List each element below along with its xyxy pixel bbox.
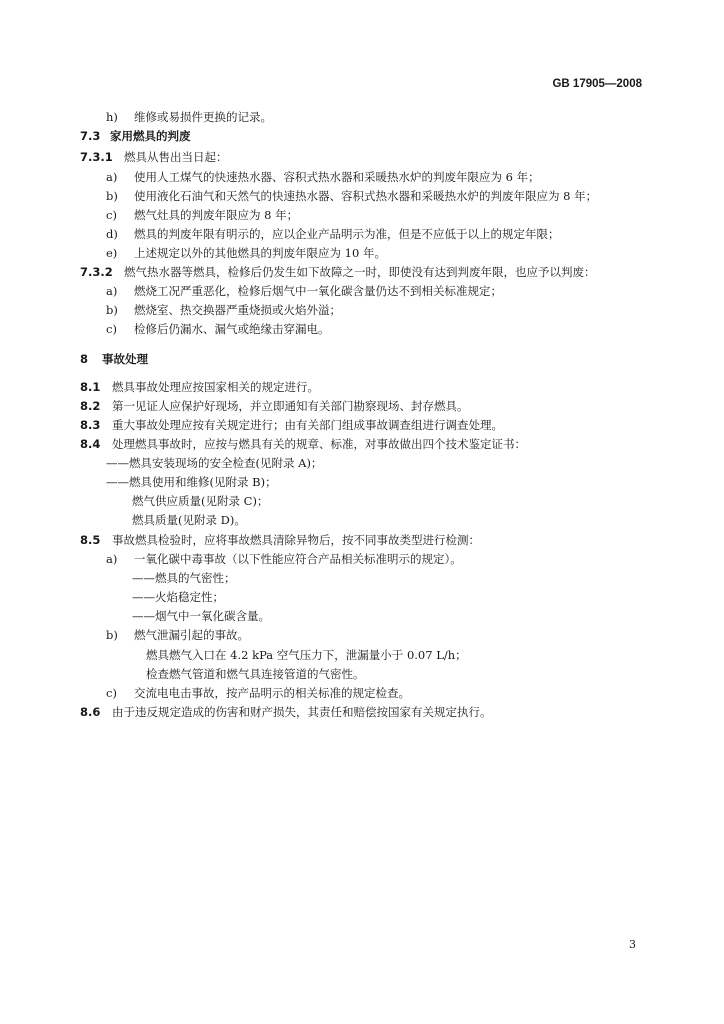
list-item: ——燃具使用和维修(见附录 B)； [106, 475, 277, 489]
clause: 8.1 燃具事故处理应按国家相关的规定进行。 [80, 380, 319, 394]
list-item: b) 燃气泄漏引起的事故。 [106, 628, 249, 642]
clause: 8.6 由于违反规定造成的伤害和财产损失，其责任和赔偿按国家有关规定执行。 [80, 705, 492, 719]
document-code: GB 17905—2008 [552, 78, 642, 90]
list-item: a) 燃烧工况严重恶化，检修后烟气中一氧化碳含量仍达不到相关标准规定； [106, 284, 502, 298]
list-item: c) 检修后仍漏水、漏气或绝缘击穿漏电。 [106, 322, 330, 336]
list-item: a) 使用人工煤气的快速热水器、容积式热水器和采暖热水炉的判废年限应为 6 年； [106, 170, 540, 184]
list-item: ——火焰稳定性； [132, 590, 224, 604]
clause: 8.4 处理燃具事故时，应按与燃具有关的规章、标准，对事故做出四个技术鉴定证书： [80, 437, 526, 451]
list-item: 燃气供应质量(见附录 C)； [132, 494, 269, 508]
clause: 8.3 重大事故处理应按有关规定进行；由有关部门组成事故调查组进行调查处理。 [80, 418, 503, 432]
section-heading: 7.3 家用燃具的判废 [80, 129, 191, 143]
clause: 7.3.2 燃气热水器等燃具，检修后仍发生如下故障之一时，即使没有达到判废年限，也应予以判废： [80, 265, 596, 279]
list-item: b) 使用液化石油气和天然气的快速热水器、容积式热水器和采暖热水炉的判废年限应为 8 年； [106, 189, 598, 203]
list-item: 燃具质量(见附录 D)。 [132, 513, 246, 527]
list-item: ——燃具安装现场的安全检查(见附录 A)； [106, 456, 323, 470]
list-item: d) 燃具的判废年限有明示的，应以企业产品明示为准，但是不应低于以上的规定年限； [106, 227, 560, 241]
clause: 8.2 第一见证人应保护好现场，并立即通知有关部门勘察现场、封存燃具。 [80, 399, 469, 413]
list-item: ——燃具的气密性； [132, 571, 236, 585]
list-item: 燃具燃气入口在 4.2 kPa 空气压力下，泄漏量小于 0.07 L/h； [146, 648, 467, 662]
clause: 7.3.1 燃具从售出当日起： [80, 150, 228, 164]
list-item: b) 燃烧室、热交换器严重烧损或火焰外溢； [106, 303, 341, 317]
list-item: c) 交流电电击事故，按产品明示的相关标准的规定检查。 [106, 686, 410, 700]
list-item: e) 上述规定以外的其他燃具的判废年限应为 10 年。 [106, 246, 386, 260]
section-heading: 8 事故处理 [80, 352, 148, 366]
list-item: 检查燃气管道和燃气具连接管道的气密性。 [146, 667, 365, 681]
list-item: a) 一氧化碳中毒事故（以下性能应符合产品相关标准明示的规定）。 [106, 552, 462, 566]
clause: 8.5 事故燃具检验时，应将事故燃具清除异物后，按不同事故类型进行检测： [80, 533, 480, 547]
list-item: ——烟气中一氧化碳含量。 [132, 609, 270, 623]
list-item: c) 燃气灶具的判废年限应为 8 年； [106, 208, 299, 222]
list-item: h) 维修或易损件更换的记录。 [106, 110, 272, 124]
page-number: 3 [629, 938, 636, 951]
